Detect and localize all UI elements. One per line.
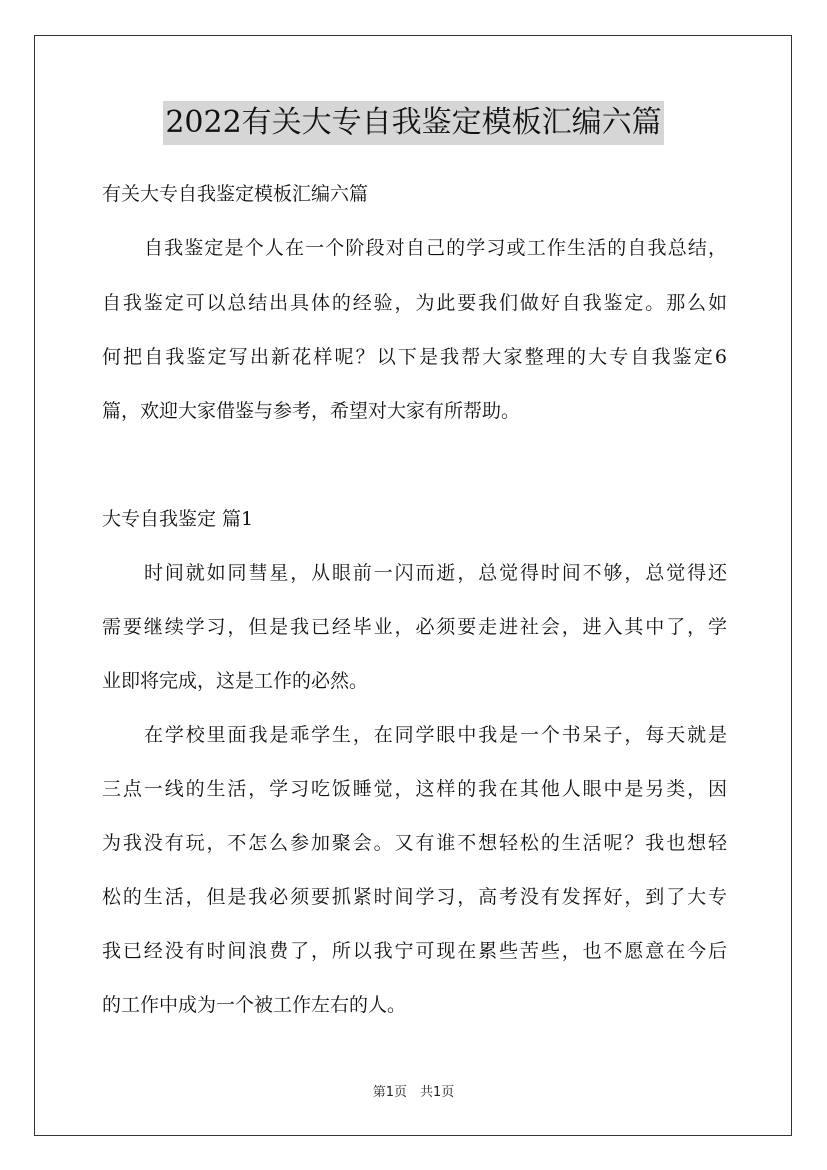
- title-container: [0, 101, 827, 145]
- paragraph-line: 松的生活，但是我必须要抓紧时间学习，高考没有发挥好，到了大专: [102, 886, 727, 908]
- paragraph-line: 三点一线的生活，学习吃饭睡觉，这样的我在其他人眼中是另类，因: [102, 778, 727, 800]
- paragraph-line: 业即将完成，这是工作的必然。: [102, 670, 369, 692]
- intro-line: 何把自我鉴定写出新花样呢？以下是我帮大家整理的大专自我鉴定6: [102, 346, 727, 368]
- paragraph-line: 需要继续学习，但是我已经毕业，必须要走进社会，进入其中了，学: [102, 616, 727, 638]
- intro-line: 自我鉴定可以总结出具体的经验，为此要我们做好自我鉴定。那么如: [102, 292, 727, 314]
- intro-line: 篇，欢迎大家借鉴与参考，希望对大家有所帮助。: [102, 400, 521, 422]
- paragraph-line: 我已经没有时间浪费了，所以我宁可现在累些苦些，也不愿意在今后: [102, 940, 727, 962]
- document-subtitle: 有关大专自我鉴定模板汇编六篇: [102, 183, 369, 205]
- paragraph-line: 在学校里面我是乖学生，在同学眼中我是一个书呆子，每天就是: [144, 724, 727, 746]
- intro-line: 自我鉴定是个人在一个阶段对自己的学习或工作生活的自我总结，: [144, 237, 727, 259]
- paragraph-line: 为我没有玩，不怎么参加聚会。又有谁不想轻松的生活呢？我也想轻: [102, 832, 727, 854]
- paragraph-line: 的工作中成为一个被工作左右的人。: [102, 994, 407, 1016]
- section-heading: 大专自我鉴定 篇1: [102, 508, 254, 530]
- page-number-footer: 第1页 共1页: [372, 1085, 455, 1100]
- document-title: 2022有关大专自我鉴定模板汇编六篇: [163, 101, 663, 145]
- paragraph-line: 时间就如同彗星，从眼前一闪而逝，总觉得时间不够，总觉得还: [144, 562, 727, 584]
